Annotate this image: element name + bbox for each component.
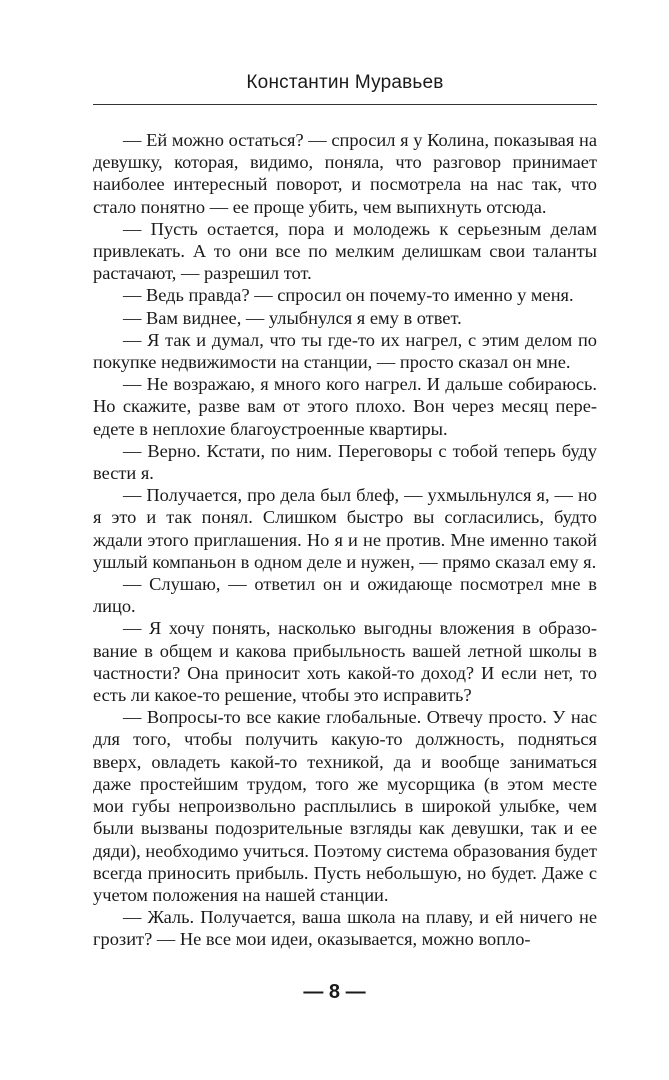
paragraph: — Ей можно остаться? — спросил я у Колина, показывая на девушку, которая, видимо, поняла, что разговор принимает наиболее интересный поворот, и посмотрела на нас так, что стало понятно — ее проще убить, чем выпихнуть отсюда. [93,130,597,217]
paragraph: — Получается, про дела был блеф, — ухмыльнулся я, — но я это и так понял. Слишком быстро вы согласились, будто ждали этого приглашения. Но я и не против. Мне именно такой ушлый компаньон в одном деле и нужен, — прямо сказал ему я. [93,485,597,572]
page-number: — 8 — [303,981,366,1003]
paragraph: — Я так и думал, что ты где-то их нагрел, с этим делом по покупке недвижимости на станции, — просто сказал он мне. [93,329,597,373]
paragraph: — Пусть остается, пора и молодежь к серьезным делам привлекать. А то они все по мелким делишкам свои таланты растачают, — разрешил тот. [93,218,597,284]
paragraph: — Жаль. Получается, ваша школа на плаву, и ей ничего не грозит? — Не все мои идеи, оказывается, можно вопло- [93,907,597,950]
paragraph: — Вам виднее, — улыбнулся я ему в ответ. [123,307,462,328]
paragraph: — Ведь правда? — спросил он почему-то именно у меня. [123,285,574,306]
header-rule [93,104,597,105]
paragraph: — Слушаю, — ответил он и ожидающе посмотрел мне в лицо. [93,574,597,617]
page-body [93,129,597,951]
paragraph: — Не возражаю, я много кого нагрел. И дальше собираюсь. Но скажите, разве вам от этого плохо. Вон через месяц переедете в неплохие благоустроенные квартиры. [93,374,597,439]
paragraph: — Я хочу понять, насколько выгодны вложения в образование в общем и какова прибыльность вашей летной школы в частности? Она приносит хоть какой-то доход? И если нет, то есть ли какое-то решение, чтобы это исправить? [93,618,597,706]
running-header: Константин Муравьев [246,72,444,93]
paragraph: — Верно. Кстати, по ним. Переговоры с тобой теперь буду вести я. [93,440,597,484]
paragraph: — Вопросы-то все какие глобальные. Отвечу просто. У нас для того, чтобы получить какую-то должность, подняться вверх, овладеть какой-то техникой, да и вообще заниматься даже простейшим трудом, того же мусорщика (в этом месте мои губы непроизвольно расплылись в широкой улыбке, чем были вызваны подозрительные взгляды как девушки, так и ее дяди), необходимо учиться. Поэтому система образования будет всегда приносить прибыль. Пусть небольшую, но будет. Даже с учетом положения на нашей станции. [93,707,597,905]
